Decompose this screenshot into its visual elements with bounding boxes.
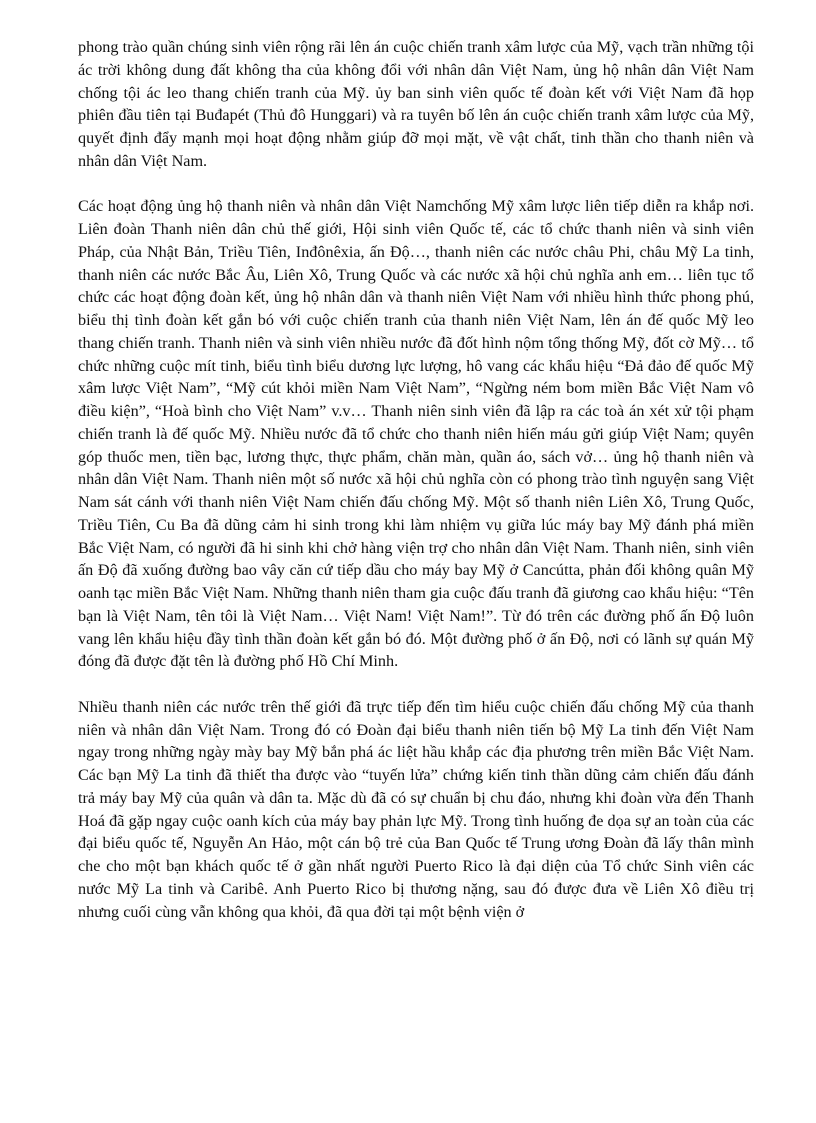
document-page <box>78 36 754 946</box>
paragraph-1: phong trào quần chúng sinh viên rộng rãi lên án cuộc chiến tranh xâm lược của Mỹ, vạch trần những tội ác trời không dung đất không tha của không đổi với nhân dân Việt Nam, ủng hộ nhân dân Việt Nam chống tội ác leo thang chiến tranh của Mỹ. ủy ban sinh viên quốc tế đoàn kết với Việt Nam đã họp phiên đầu tiên tại Buđapét (Thủ đô Hunggari) và ra tuyên bố lên án cuộc chiến tranh xâm lược của Mỹ, quyết định đẩy mạnh mọi hoạt động nhằm giúp đỡ mọi mặt, về vật chất, tinh thần cho thanh niên và nhân dân Việt Nam. <box>78 38 754 170</box>
paragraph-3: Nhiều thanh niên các nước trên thế giới đã trực tiếp đến tìm hiểu cuộc chiến đấu chống Mỹ của thanh niên và nhân dân Việt Nam. Trong đó có Đoàn đại biểu thanh niên tiến bộ Mỹ La tinh đến Việt Nam ngay trong những ngày mày bay Mỹ bắn phá ác liệt hầu khắp các địa phương trên miền Bắc Việt Nam. Các bạn Mỹ La tinh đã thiết tha được vào “tuyến lửa” chứng kiến tinh thần dũng cảm chiến đấu đánh trả máy bay Mỹ của quân và dân ta. Mặc dù đã có sự chuẩn bị chu đáo, nhưng khi đoàn vừa đến Thanh Hoá đã gặp ngay cuộc oanh kích của máy bay phản lực Mỹ. Trong tình huống đe dọa sự an toàn của các đại biểu quốc tế, Nguyễn An Hảo, một cán bộ trẻ của Ban Quốc tế Trung ương Đoàn đã lấy thân mình che cho một bạn khách quốc tế ở gần nhất người Puerto Rico là đại diện của Tổ chức Sinh viên các nước Mỹ La tinh và Caribê. Anh Puerto Rico bị thương nặng, sau đó được đưa về Liên Xô điều trị nhưng cuối cùng vẫn không qua khỏi, đã qua đời tại một bệnh viện ở <box>78 697 754 921</box>
paragraph-2: Các hoạt động ủng hộ thanh niên và nhân dân Việt Namchống Mỹ xâm lược liên tiếp diễn ra khắp nơi. Liên đoàn Thanh niên dân chủ thế giới, Hội sinh viên Quốc tế, các tổ chức thanh niên và sinh viên Pháp, của Nhật Bản, Triều Tiên, Inđônêxia, ấn Độ…, thanh niên các nước châu Phi, châu Mỹ La tinh, thanh niên các nước Bắc Âu, Liên Xô, Trung Quốc và các nước xã hội chủ nghĩa anh em… liên tục tổ chức các hoạt động đoàn kết, ủng hộ nhân dân và thanh niên Việt Nam với nhiều hình thức phong phú, biểu thị tình đoàn kết gắn bó với cuộc chiến tranh của thanh niên Việt Nam, lên án đế quốc Mỹ leo thang chiến tranh. Thanh niên và sinh viên nhiều nước đã đốt hình nộm tổng thống Mỹ, đốt cờ Mỹ… tổ chức những cuộc mít tinh, biểu tình biểu dương lực lượng, hô vang các khẩu hiệu “Đả đảo đế quốc Mỹ xâm lược Việt Nam”, “Mỹ cút khỏi miền Nam Việt Nam”, “Ngừng ném bom miền Bắc Việt Nam vô điều kiện”, “Hoà bình cho Việt Nam” v.v… Thanh niên sinh viên đã lập ra các toà án xét xử tội phạm chiến tranh là đế quốc Mỹ. Nhiều nước đã tổ chức cho thanh niên hiến máu gửi giúp Việt Nam; quyên góp thuốc men, tiền bạc, lương thực, thực phẩm, chăn màn, quần áo, sách vở… ủng hộ thanh niên và nhân dân Việt Nam. Thanh niên một số nước xã hội chủ nghĩa còn có phong trào tình nguyện sang Việt Nam sát cánh với thanh niên Việt Nam chiến đấu chống Mỹ. Một số thanh niên Liên Xô, Trung Quốc, Triều Tiên, Cu Ba đã dũng cảm hi sinh trong khi làm nhiệm vụ giữa lúc máy bay Mỹ đánh phá miền Bắc Việt Nam, có người đã hi sinh khi chở hàng viện trợ cho nhân dân Việt Nam. Thanh niên, sinh viên ấn Độ đã xuống đường bao vây căn cứ tiếp dầu cho máy bay Mỹ ở Cancútta, phản đối không quân Mỹ oanh tạc miền Bắc Việt Nam. Những thanh niên tham gia cuộc đấu tranh đã giương cao khẩu hiệu: “Tên bạn là Việt Nam, tên tôi là Việt Nam… Việt Nam! Việt Nam!”. Từ đó trên các đường phố ấn Độ luôn vang lên khẩu hiệu đầy tình thần đoàn kết gắn bó đó. Một đường phố ở ấn Độ, nơi có lãnh sự quán Mỹ đóng đã được đặt tên là đường phố Hồ Chí Minh. <box>78 197 754 671</box>
